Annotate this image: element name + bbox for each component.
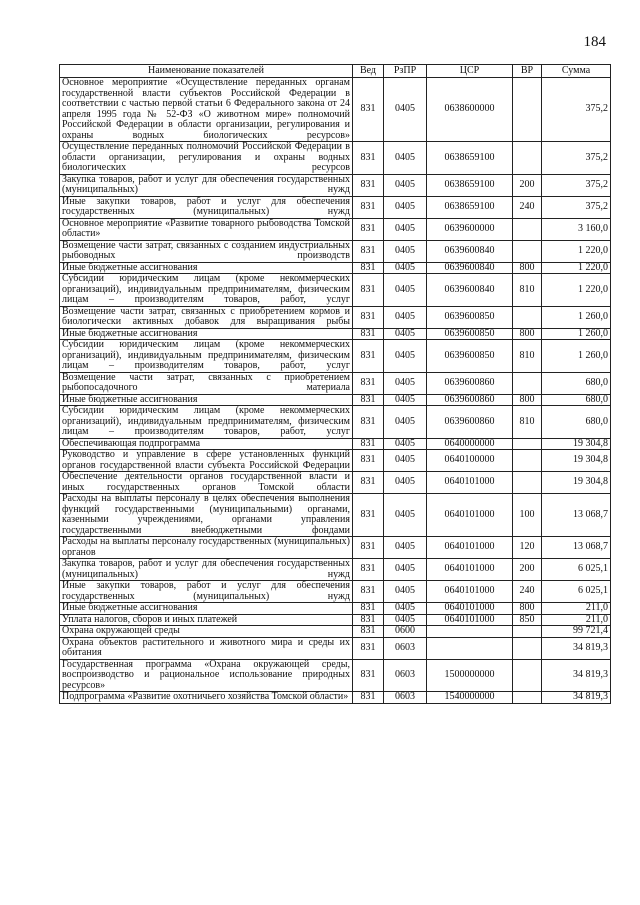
cell-name: Государственная программа «Охрана окружающей среды, воспроизводство и рациональное использование природных ресурсов» (60, 659, 353, 692)
cell-name: Возмещение части затрат, связанных с приобретением рыбопосадочного материала (60, 372, 353, 394)
cell-ved: 831 (353, 372, 384, 394)
cell-rzpr: 0405 (384, 262, 427, 274)
cell-ved: 831 (353, 659, 384, 692)
table-row (60, 537, 611, 559)
cell-vr: 800 (513, 328, 542, 340)
cell-sum: 13 068,7 (542, 537, 611, 559)
table-row (60, 340, 611, 373)
cell-name: Расходы на выплаты персоналу в целях обеспечения выполнения функций государственными (муниципальными) органами, казенными учреждениями, органами управления государственными внебюджетными фондами (60, 494, 353, 537)
cell-sum: 6 025,1 (542, 581, 611, 603)
table-row (60, 614, 611, 626)
cell-csr: 0639600000 (427, 218, 513, 240)
cell-csr: 0640101000 (427, 614, 513, 626)
cell-ved: 831 (353, 603, 384, 615)
cell-ved: 831 (353, 340, 384, 373)
cell-sum: 680,0 (542, 406, 611, 439)
cell-sum: 1 260,0 (542, 306, 611, 328)
table-row (60, 626, 611, 638)
cell-vr: 100 (513, 494, 542, 537)
cell-csr: 0638659100 (427, 174, 513, 196)
cell-csr: 0640101000 (427, 559, 513, 581)
cell-sum: 375,2 (542, 142, 611, 175)
cell-name: Иные закупки товаров, работ и услуг для обеспечения государственных (муниципальных) нужд (60, 196, 353, 218)
cell-sum: 99 721,4 (542, 626, 611, 638)
table-row (60, 450, 611, 472)
cell-name: Иные бюджетные ассигнования (60, 328, 353, 340)
table-row (60, 78, 611, 142)
cell-rzpr: 0405 (384, 174, 427, 196)
cell-vr (513, 692, 542, 704)
cell-vr: 810 (513, 274, 542, 307)
table-header-row (60, 65, 611, 78)
column-header-rzpr: РзПР (384, 65, 427, 78)
cell-csr: 0639600850 (427, 340, 513, 373)
cell-rzpr: 0603 (384, 692, 427, 704)
table-row (60, 240, 611, 262)
table-row (60, 218, 611, 240)
cell-name: Иные закупки товаров, работ и услуг для обеспечения государственных (муниципальных) нужд (60, 581, 353, 603)
cell-rzpr: 0603 (384, 659, 427, 692)
cell-vr (513, 626, 542, 638)
cell-vr: 800 (513, 262, 542, 274)
cell-ved: 831 (353, 614, 384, 626)
cell-csr: 0640100000 (427, 450, 513, 472)
cell-ved: 831 (353, 450, 384, 472)
cell-rzpr: 0405 (384, 438, 427, 450)
cell-vr (513, 240, 542, 262)
table-row (60, 142, 611, 175)
cell-name: Руководство и управление в сфере установленных функций органов государственной власти субъекта Российской Федерации (60, 450, 353, 472)
cell-name: Возмещение части затрат, связанных с приобретением кормов и биологически активных добавок для выращивания рыбы (60, 306, 353, 328)
column-header-vr: ВР (513, 65, 542, 78)
cell-name: Субсидии юридическим лицам (кроме некоммерческих организаций), индивидуальным предпринимателям, физическим лицам – производителям товаров, работ, услуг (60, 406, 353, 439)
cell-ved: 831 (353, 406, 384, 439)
cell-name: Закупка товаров, работ и услуг для обеспечения государственных (муниципальных) нужд (60, 559, 353, 581)
table-row (60, 262, 611, 274)
cell-ved: 831 (353, 559, 384, 581)
cell-csr: 0639600850 (427, 328, 513, 340)
table-row (60, 438, 611, 450)
cell-sum: 1 220,0 (542, 274, 611, 307)
cell-rzpr: 0405 (384, 306, 427, 328)
cell-rzpr: 0405 (384, 581, 427, 603)
cell-rzpr: 0405 (384, 372, 427, 394)
cell-ved: 831 (353, 218, 384, 240)
cell-ved: 831 (353, 262, 384, 274)
cell-name: Иные бюджетные ассигнования (60, 262, 353, 274)
table-row (60, 559, 611, 581)
cell-rzpr: 0405 (384, 472, 427, 494)
cell-ved: 831 (353, 306, 384, 328)
cell-sum: 1 220,0 (542, 240, 611, 262)
cell-name: Закупка товаров, работ и услуг для обеспечения государственных (муниципальных) нужд (60, 174, 353, 196)
cell-name: Осуществление переданных полномочий Российской Федерации в области организации, регулирования и охраны водных биологических ресурсов (60, 142, 353, 175)
cell-name: Обеспечивающая подпрограмма (60, 438, 353, 450)
cell-ved: 831 (353, 537, 384, 559)
cell-csr: 0640101000 (427, 472, 513, 494)
cell-vr (513, 450, 542, 472)
budget-table (59, 64, 611, 704)
cell-ved: 831 (353, 394, 384, 406)
cell-csr: 0639600860 (427, 372, 513, 394)
cell-sum: 1 220,0 (542, 262, 611, 274)
cell-sum: 375,2 (542, 196, 611, 218)
cell-ved: 831 (353, 438, 384, 450)
cell-csr (427, 626, 513, 638)
cell-sum: 34 819,3 (542, 659, 611, 692)
cell-sum: 3 160,0 (542, 218, 611, 240)
cell-sum: 680,0 (542, 394, 611, 406)
cell-rzpr: 0603 (384, 637, 427, 659)
cell-vr (513, 659, 542, 692)
table-row (60, 406, 611, 439)
cell-rzpr: 0405 (384, 450, 427, 472)
cell-sum: 211,0 (542, 614, 611, 626)
column-header-csr: ЦСР (427, 65, 513, 78)
cell-name: Охрана окружающей среды (60, 626, 353, 638)
cell-ved: 831 (353, 274, 384, 307)
table-row (60, 659, 611, 692)
cell-vr: 800 (513, 603, 542, 615)
column-header-sum: Сумма (542, 65, 611, 78)
cell-csr: 0640101000 (427, 603, 513, 615)
table-row (60, 328, 611, 340)
cell-vr: 850 (513, 614, 542, 626)
cell-rzpr: 0600 (384, 626, 427, 638)
cell-vr: 810 (513, 340, 542, 373)
cell-sum: 34 819,3 (542, 637, 611, 659)
cell-vr: 200 (513, 559, 542, 581)
table-row (60, 472, 611, 494)
table-row (60, 692, 611, 704)
cell-ved: 831 (353, 581, 384, 603)
cell-vr (513, 306, 542, 328)
cell-csr: 0638659100 (427, 196, 513, 218)
cell-sum: 19 304,8 (542, 472, 611, 494)
cell-name: Субсидии юридическим лицам (кроме некоммерческих организаций), индивидуальным предпринимателям, физическим лицам – производителям товаров, работ, услуг (60, 274, 353, 307)
cell-csr: 0639600840 (427, 240, 513, 262)
cell-csr: 0639600860 (427, 406, 513, 439)
table-row (60, 494, 611, 537)
cell-ved: 831 (353, 142, 384, 175)
cell-vr (513, 637, 542, 659)
cell-csr: 0640101000 (427, 537, 513, 559)
column-header-ved: Вед (353, 65, 384, 78)
cell-sum: 13 068,7 (542, 494, 611, 537)
cell-vr: 120 (513, 537, 542, 559)
cell-csr: 0638600000 (427, 78, 513, 142)
cell-rzpr: 0405 (384, 394, 427, 406)
cell-csr (427, 637, 513, 659)
table-row (60, 274, 611, 307)
cell-vr (513, 142, 542, 175)
cell-sum: 375,2 (542, 174, 611, 196)
cell-sum: 211,0 (542, 603, 611, 615)
table-row (60, 603, 611, 615)
cell-ved: 831 (353, 240, 384, 262)
cell-sum: 19 304,8 (542, 450, 611, 472)
cell-csr: 0640101000 (427, 581, 513, 603)
cell-name: Уплата налогов, сборов и иных платежей (60, 614, 353, 626)
cell-ved: 831 (353, 692, 384, 704)
cell-rzpr: 0405 (384, 340, 427, 373)
cell-sum: 19 304,8 (542, 438, 611, 450)
cell-name: Иные бюджетные ассигнования (60, 394, 353, 406)
cell-vr: 810 (513, 406, 542, 439)
cell-sum: 1 260,0 (542, 328, 611, 340)
cell-name: Охрана объектов растительного и животного мира и среды их обитания (60, 637, 353, 659)
cell-vr (513, 372, 542, 394)
page-number: 184 (583, 34, 606, 50)
cell-name: Субсидии юридическим лицам (кроме некоммерческих организаций), индивидуальным предпринимателям, физическим лицам – производителям товаров, работ, услуг (60, 340, 353, 373)
cell-vr: 800 (513, 394, 542, 406)
cell-csr: 0638659100 (427, 142, 513, 175)
cell-name: Расходы на выплаты персоналу государственных (муниципальных) органов (60, 537, 353, 559)
cell-csr: 0639600840 (427, 262, 513, 274)
cell-name: Иные бюджетные ассигнования (60, 603, 353, 615)
cell-ved: 831 (353, 328, 384, 340)
table-row (60, 306, 611, 328)
cell-vr: 240 (513, 581, 542, 603)
cell-rzpr: 0405 (384, 406, 427, 439)
cell-vr: 240 (513, 196, 542, 218)
cell-csr: 0639600850 (427, 306, 513, 328)
cell-sum: 680,0 (542, 372, 611, 394)
cell-sum: 6 025,1 (542, 559, 611, 581)
table-row (60, 394, 611, 406)
cell-rzpr: 0405 (384, 603, 427, 615)
cell-rzpr: 0405 (384, 559, 427, 581)
cell-ved: 831 (353, 174, 384, 196)
cell-name: Основное мероприятие «Развитие товарного рыбоводства Томской области» (60, 218, 353, 240)
cell-name: Обеспечение деятельности органов государственной власти и иных государственных органов Томской области (60, 472, 353, 494)
cell-rzpr: 0405 (384, 328, 427, 340)
cell-rzpr: 0405 (384, 537, 427, 559)
cell-sum: 34 819,3 (542, 692, 611, 704)
cell-csr: 0640101000 (427, 494, 513, 537)
cell-sum: 1 260,0 (542, 340, 611, 373)
cell-ved: 831 (353, 626, 384, 638)
cell-csr: 0639600860 (427, 394, 513, 406)
cell-rzpr: 0405 (384, 614, 427, 626)
cell-rzpr: 0405 (384, 218, 427, 240)
cell-vr (513, 78, 542, 142)
cell-ved: 831 (353, 637, 384, 659)
cell-rzpr: 0405 (384, 240, 427, 262)
cell-rzpr: 0405 (384, 274, 427, 307)
cell-rzpr: 0405 (384, 196, 427, 218)
table-row (60, 196, 611, 218)
cell-rzpr: 0405 (384, 78, 427, 142)
cell-csr: 0639600840 (427, 274, 513, 307)
cell-ved: 831 (353, 472, 384, 494)
cell-vr: 200 (513, 174, 542, 196)
cell-ved: 831 (353, 78, 384, 142)
table-row (60, 174, 611, 196)
cell-rzpr: 0405 (384, 494, 427, 537)
cell-vr (513, 438, 542, 450)
cell-name: Основное мероприятие «Осуществление переданных органам государственной власти субъектов Российской Федерации в соответствии с частью первой статьи 6 Федерального закона от 24 апреля 1995 года № 52-ФЗ «О животном мире» полномочий Российской Федерации в области организации, регулирования и охраны водных биологических ресурсов» (60, 78, 353, 142)
column-header-name: Наименование показателей (60, 65, 353, 78)
cell-csr: 1540000000 (427, 692, 513, 704)
table-row (60, 637, 611, 659)
cell-rzpr: 0405 (384, 142, 427, 175)
cell-csr: 0640000000 (427, 438, 513, 450)
table-row (60, 581, 611, 603)
cell-name: Возмещение части затрат, связанных с созданием индустриальных рыбоводных производств (60, 240, 353, 262)
cell-csr: 1500000000 (427, 659, 513, 692)
table-row (60, 372, 611, 394)
cell-sum: 375,2 (542, 78, 611, 142)
cell-ved: 831 (353, 494, 384, 537)
cell-vr (513, 472, 542, 494)
cell-ved: 831 (353, 196, 384, 218)
cell-name: Подпрограмма «Развитие охотничьего хозяйства Томской области» (60, 692, 353, 704)
cell-vr (513, 218, 542, 240)
